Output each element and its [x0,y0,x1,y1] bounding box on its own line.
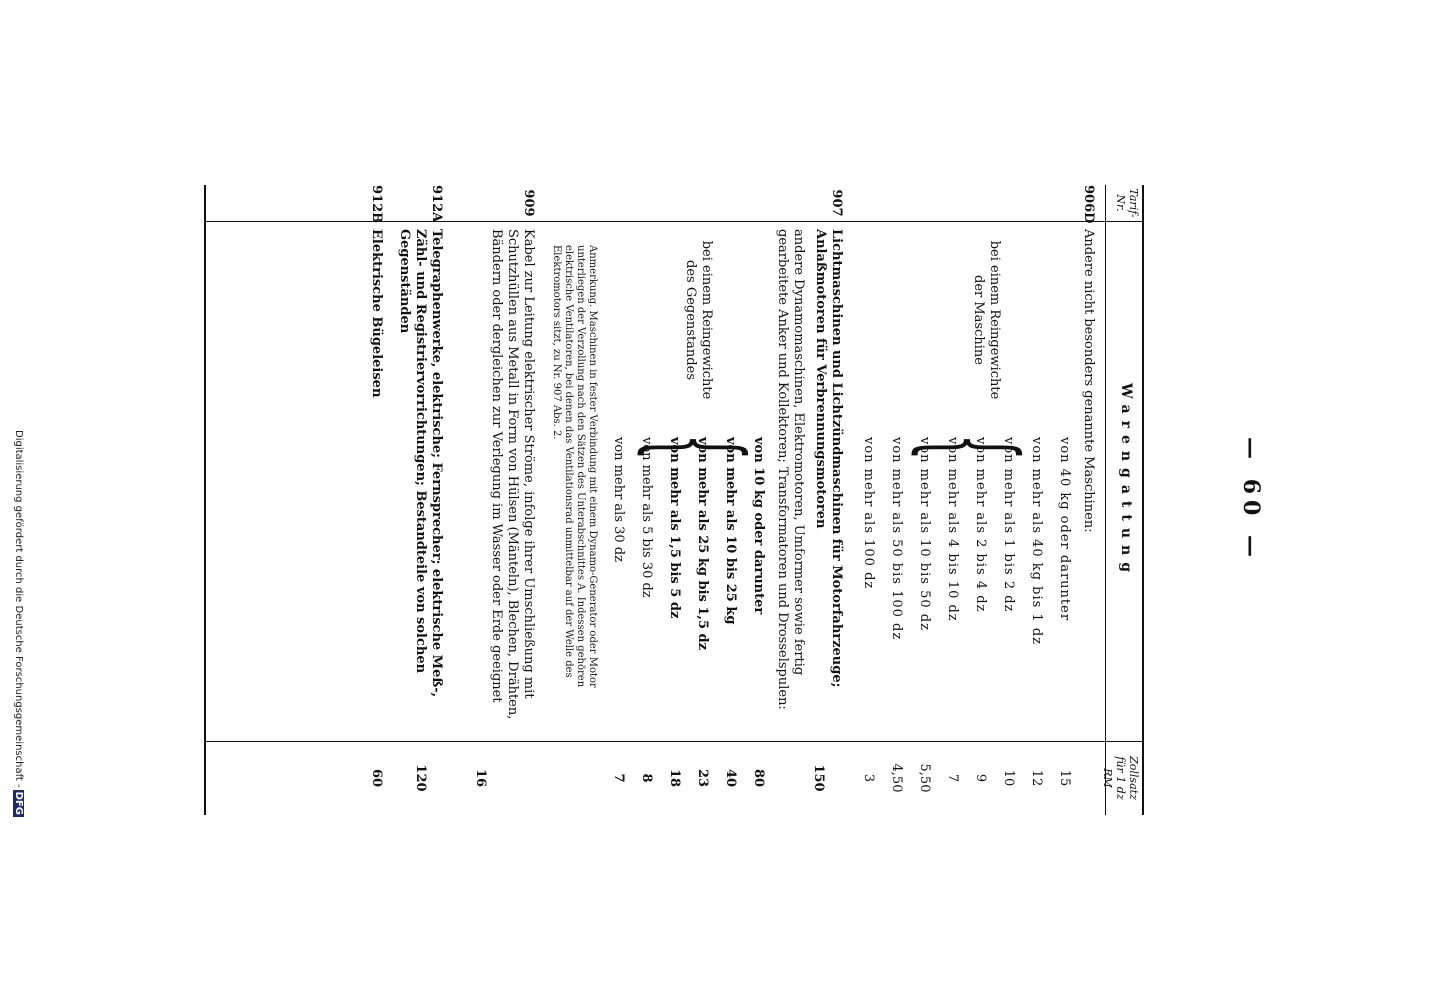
value-906d-6: 4,50 [889,763,904,793]
value-912b: 60 [369,768,384,788]
group-label-907: bei einem Reingewichte des Gegenstandes [683,240,714,400]
item-906d-7: von mehr als 100 dz [861,437,876,590]
value-906d-5: 5,50 [917,763,932,793]
item-907-2: von mehr als 25 kg bis 1,5 dz [695,437,710,650]
item-907-5: von mehr als 30 dz [611,437,626,562]
tariff-nr-906d: 906D [1081,185,1096,224]
column-divider-nr [204,221,1144,222]
item-906d-4: von mehr als 4 bis 10 dz [945,437,960,622]
header-nr-line1: Tarif- [1127,188,1140,218]
value-906d-2: 10 [1001,769,1016,787]
brace-906d: { [902,433,1041,461]
table-header-rule [1105,185,1106,815]
item-907-4: von mehr als 5 bis 30 dz [639,437,654,598]
tariff-nr-912b: 912B [369,185,384,224]
value-912a: 120 [413,764,428,792]
table-top-rule [1142,185,1144,815]
item-906d-5: von mehr als 10 bis 50 dz [917,437,932,631]
page-number: — 60 — [1238,437,1264,563]
value-906d-7: 3 [861,773,876,783]
text-912b: Elektrische Bügeleisen [369,229,384,398]
text-912a: Telegraphenwerke, elektrische; Fernsprecher; elektrische Meß-, Zähl- und Registriervorrichtungen; Bestandteile von solchen Gegenständen [397,229,444,698]
value-907-title: 150 [811,764,826,792]
value-906d-3: 9 [973,773,988,783]
text-909: Kabel zur Leitung elektrischer Ströme, infolge ihrer Umschließung mit Schutzhüllen aus Metall in Form von Hülsen (Mänteln), Blechen, Drähten, Bändern oder dergleichen zur Verlegung im Wasser oder Erde geeignet [489,229,536,720]
item-906d-1: von mehr als 40 kg bis 1 dz [1029,437,1044,645]
value-907-1: 40 [723,768,738,788]
value-907-2: 23 [695,768,710,788]
text-906d-intro: Andere nicht besonders genannte Maschinen: [1081,229,1096,533]
value-906d-0: 15 [1057,769,1072,787]
value-906d-1: 12 [1029,769,1044,787]
note-907: Anmerkung. Maschinen in fester Verbindung mit einem Dynamo-Generator oder Motor unterliegen der Verzollung nach den Sätzen des Unterabschnittes A. Indessen gehören elektrische Ventilatoren, bei denen das Ventilationsrad unmittelbar auf der Welle des Elektromotors sitzt, zu Nr. 907 Abs. 2. [551,245,598,688]
header-duty-line3: RM [1101,768,1114,788]
group-label-906d: bei einem Reingewichte der Maschine [971,240,1002,400]
header-nr-line2: Nr. [1114,194,1127,212]
value-907-0: 80 [751,768,766,788]
item-907-1: von mehr als 10 bis 25 kg [723,437,738,625]
table-bottom-rule [204,185,206,815]
header-description: Warengattung [1118,383,1134,579]
credit-text: Digitalisierung gefördert durch die Deutsche Forschungsgemeinschaft - [13,430,24,788]
digitization-credit [13,430,24,990]
header-duty [1101,741,1140,815]
text-907-title: Lichtmaschinen und Lichtzündmaschinen für Motorfahrzeuge; Anlaßmotoren für Verbrennungsmotoren [813,229,844,688]
value-907-3: 18 [667,768,682,788]
header-duty-line1: Zollsatz [1127,756,1140,800]
item-907-3: von mehr als 1,5 bis 5 dz [667,437,682,619]
tariff-nr-907: 907 [829,189,844,217]
header-duty-line2: für 1 dz [1114,756,1127,800]
tariff-nr-912a: 912A [429,185,444,223]
item-907-0: von 10 kg oder darunter [751,437,766,615]
item-906d-3: von mehr als 2 bis 4 dz [973,437,988,613]
value-907-4: 8 [639,773,654,783]
text-907-other: andere Dynamomaschinen, Elektromotoren, Umformer sowie fertig gearbeitete Anker und Kollektoren; Transformatoren und Drosselspulen: [775,229,806,710]
tariff-table [204,185,1144,815]
tariff-nr-909: 909 [521,189,536,217]
brace-907: { [628,433,767,461]
item-906d-0: von 40 kg oder darunter [1057,437,1072,622]
value-907-5: 7 [611,773,626,783]
item-906d-2: von mehr als 1 bis 2 dz [1001,437,1016,613]
item-906d-6: von mehr als 50 bis 100 dz [889,437,904,641]
header-tariff-nr [1114,185,1140,221]
dfg-logo: DFG [13,791,24,815]
value-909: 16 [473,768,488,788]
value-906d-4: 7 [945,773,960,783]
